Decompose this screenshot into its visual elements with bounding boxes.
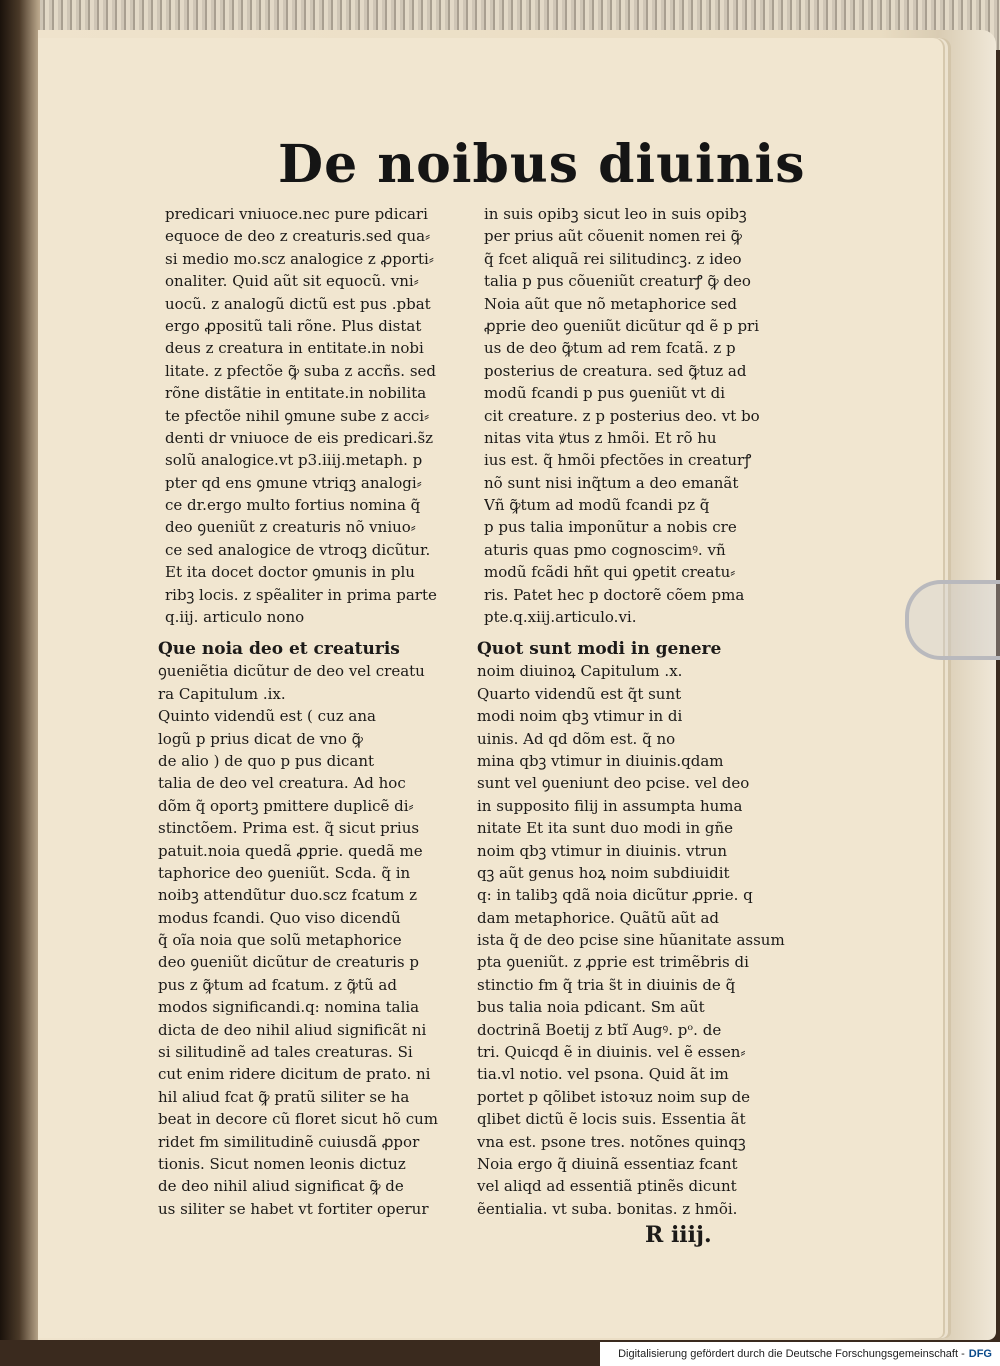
text-line: litate. z pfectõe ꝙ̃ suba z accñs. sed	[165, 361, 437, 380]
text-line: onaliter. Quid aũt sit equocũ. vni⸗	[165, 272, 419, 291]
text-line: nitate Et ita sunt duo modi in gñe	[477, 819, 734, 838]
text-line: cut enim ridere dicitum de prato. ni	[158, 1065, 431, 1084]
text-line: hil aliud fcat ꝙ̃ pratũ siliter se ha	[158, 1087, 410, 1106]
text-line: patuit.noia quedã ꝓprie. quedã me	[158, 841, 423, 860]
text-line: qlibet dictũ ẽ locis suis. Essentia ãt	[477, 1110, 746, 1129]
text-line: de deo nihil aliud significat ꝙ̃ de	[158, 1177, 404, 1196]
text-line: logũ p prius dicat de vno ꝙ̃	[158, 729, 363, 748]
text-line: pte.q.xiij.articulo.vi.	[484, 608, 637, 627]
text-line: stinctõem. Prima est. q̃ sicut prius	[158, 819, 420, 838]
text-line: deus z creatura in entitate.in nobi	[165, 339, 424, 358]
text-line: vna est. psone tres. notõnes quinqꝫ	[477, 1132, 746, 1151]
text-line: ꝓprie deo ꝯueniũt dicũtur qd ẽ p pri	[484, 316, 760, 335]
dfg-logo: DFG	[968, 1348, 992, 1360]
text-line: predicari vniuoce.nec pure pdicari	[165, 205, 428, 223]
chapter-title: Que noia deo et creaturis	[158, 639, 400, 659]
text-line: tionis. Sicut nomen leonis dictuz	[158, 1154, 406, 1173]
text-line: de alio ) de quo p pus dicant	[158, 751, 375, 770]
text-column-left-bottom	[158, 638, 468, 1220]
text-line: Et ita docet doctor ꝯmunis in plu	[165, 563, 415, 582]
text-line: deo ꝯueniũt dicũtur de creaturis p	[158, 953, 419, 972]
text-line: modos significandi.q: nomina talia	[158, 998, 420, 1017]
text-line: qꝫ aũt genus hoꝝ noim subdiuidit	[477, 863, 730, 882]
chapter-subtitle	[477, 660, 787, 682]
text-line: ergo ꝓpositũ tali rõne. Plus distat	[165, 316, 422, 335]
text-line: in supposito filij in assumpta huma	[477, 796, 743, 815]
text-line: ribꝫ locis. z spẽaliter in prima parte	[165, 585, 437, 604]
text-line: beat in decore cũ floret sicut hõ cum	[158, 1110, 438, 1129]
text-line: tri. Quicqd ẽ in diuinis. vel ẽ essen⸗	[477, 1043, 746, 1062]
text-line: p pus talia imponũtur a nobis cre	[484, 518, 737, 537]
text-line: Quinto videndũ est ( cuz ana	[158, 707, 376, 726]
text-column-right-top	[484, 203, 794, 628]
text-line: modus fcandi. Quo viso dicendũ	[158, 908, 401, 927]
chapter-subtitle	[158, 660, 468, 705]
text-line: rõne distãtie in entitate.in nobilita	[165, 384, 427, 403]
text-line: pter qd ens ꝯmune vtriqꝫ analogi⸗	[165, 473, 422, 492]
text-line: q.iij. articulo nono	[165, 608, 305, 627]
text-line: ra Capitulum .ix.	[158, 684, 286, 703]
chapter-body	[158, 705, 468, 1220]
text-column-left-top	[165, 203, 475, 628]
text-line: talia p pus cõueniũt creaturꝭ ꝙ̃ deo	[484, 272, 751, 291]
text-line: si medio mo.scz analogice z ꝓporti⸗	[165, 249, 434, 268]
text-line: talia de deo vel creatura. Ad hoc	[158, 774, 406, 793]
credit-text: Digitalisierung gefördert durch die Deutsche Forschungsgemeinschaft -	[618, 1348, 965, 1360]
text-line: q̃ oĩa noia que solũ metaphorice	[158, 931, 402, 950]
text-line: ius est. q̃ hmõi pfectões in creaturꝭ	[484, 451, 752, 470]
text-line: tia.vl notio. vel psona. Quid ãt im	[477, 1065, 729, 1084]
text-line: te pfectõe nihil ꝯmune sube z acci⸗	[165, 406, 430, 425]
text-line: ꝯueniẽtia dicũtur de deo vel creatu	[158, 662, 425, 681]
text-line: dam metaphorice. Quãtũ aũt ad	[477, 908, 719, 927]
text-line: us siliter se habet vt fortiter operur	[158, 1199, 429, 1218]
text-line: ẽentialia. vt suba. bonitas. z hmõi.	[477, 1199, 738, 1218]
signature-mark: R iiij.	[645, 1222, 712, 1248]
text-line: sunt vel ꝯueniunt deo pcise. vel deo	[477, 774, 750, 793]
text-line: modũ fcãdi hñt qui ꝯpetit creatu⸗	[484, 563, 736, 582]
text-line: Vñ ꝙ̃tum ad modũ fcandi pz q̃	[484, 496, 710, 515]
text-line: aturis quas pmo cognoscimꝰ. vñ	[484, 540, 726, 559]
text-line: per prius aũt cõuenit nomen rei ꝙ̃	[484, 227, 742, 246]
paper-clip	[905, 580, 1000, 660]
chapter-body	[477, 683, 787, 1220]
text-line: q̃ fcet aliquã rei silitudincꝫ. z ideo	[484, 249, 742, 268]
text-line: pus z ꝙ̃tum ad fcatum. z ꝙ̃tũ ad	[158, 975, 397, 994]
text-line: portet p qõlibet istoꝛuz noim sup de	[477, 1087, 751, 1106]
text-line: mina qbꝫ vtimur in diuinis.qdam	[477, 751, 724, 770]
text-column-right-bottom	[477, 638, 787, 1220]
chapter-title: Quot sunt modi in genere	[477, 639, 722, 659]
text-line: us de deo ꝙ̃tum ad rem fcatã. z p	[484, 339, 736, 358]
text-line: uinis. Ad qd dõm est. q̃ no	[477, 729, 676, 748]
text-line: dõm q̃ oportꝫ pmittere duplicẽ di⸗	[158, 796, 414, 815]
text-line: taphorice deo ꝯueniũt. Scda. q̃ in	[158, 863, 411, 882]
text-line: posterius de creatura. sed ꝙ̃tuz ad	[484, 361, 747, 380]
digitization-credit	[600, 1342, 1000, 1366]
text-line: dicta de deo nihil aliud significãt ni	[158, 1020, 427, 1039]
text-line: bus talia noia pdicant. Sm aũt	[477, 998, 705, 1017]
text-line: ce sed analogice de vtroqꝫ dicũtur.	[165, 540, 431, 559]
text-line: ce dr.ergo multo fortius nomina q̃	[165, 496, 421, 515]
text-line: noim qbꝫ vtimur in diuinis. vtrun	[477, 841, 728, 860]
text-line: equoce de deo z creaturis.sed qua⸗	[165, 227, 431, 246]
text-line: nõ sunt nisi inq̃tum a deo emanãt	[484, 473, 739, 492]
text-line: vel aliqd ad essentiã ptinẽs dicunt	[477, 1177, 737, 1196]
text-line: modũ fcandi p pus ꝯueniũt vt di	[484, 384, 726, 403]
page-heading: De noibus diuinis	[278, 134, 806, 195]
text-line: uocũ. z analogũ dictũ est pus .pbat	[165, 294, 431, 313]
text-line: Noia ergo q̃ diuinã essentiaz fcant	[477, 1154, 738, 1173]
text-line: si silitudinẽ ad tales creaturas. Si	[158, 1043, 413, 1062]
text-line: in suis opibꝫ sicut leo in suis opibꝫ	[484, 205, 747, 223]
text-line: modi noim qbꝫ vtimur in di	[477, 707, 683, 726]
text-line: Noia aũt que nõ metaphorice sed	[484, 294, 737, 313]
text-line: cit creature. z p posterius deo. vt bo	[484, 406, 760, 425]
text-line: noim diuinoꝝ Capitulum .x.	[477, 662, 683, 681]
text-line: deo ꝯueniũt z creaturis nõ vniuo⸗	[165, 518, 416, 537]
text-line: ista q̃ de deo pcise sine hũanitate assum	[477, 931, 785, 950]
text-line: stinctio fm q̃ tria s̃t in diuinis de q̃	[477, 975, 736, 994]
text-line: noibꝫ attendũtur duo.scz fcatum z	[158, 886, 417, 905]
text-line: Quarto videndũ est q̃t sunt	[477, 684, 682, 703]
text-line: pta ꝯueniũt. z ꝓprie est trimẽbris di	[477, 953, 749, 972]
text-line: q: in talibꝫ qdã noia dicũtur ꝓprie. q	[477, 886, 753, 905]
text-line: doctrinã Boetij z btĩ Augꝰ. pᵒ. de	[477, 1020, 722, 1039]
text-line: denti dr vniuoce de eis predicari.s̃z	[165, 428, 434, 447]
text-line: nitas vita ꝟtus z hmõi. Et rõ hu	[484, 428, 717, 447]
text-line: ridet fm similitudinẽ cuiusdã ꝓpor	[158, 1132, 420, 1151]
text-line: solũ analogice.vt p3.iiij.metaph. p	[165, 451, 423, 470]
text-line: ris. Patet hec p doctorẽ cõem pma	[484, 585, 745, 604]
